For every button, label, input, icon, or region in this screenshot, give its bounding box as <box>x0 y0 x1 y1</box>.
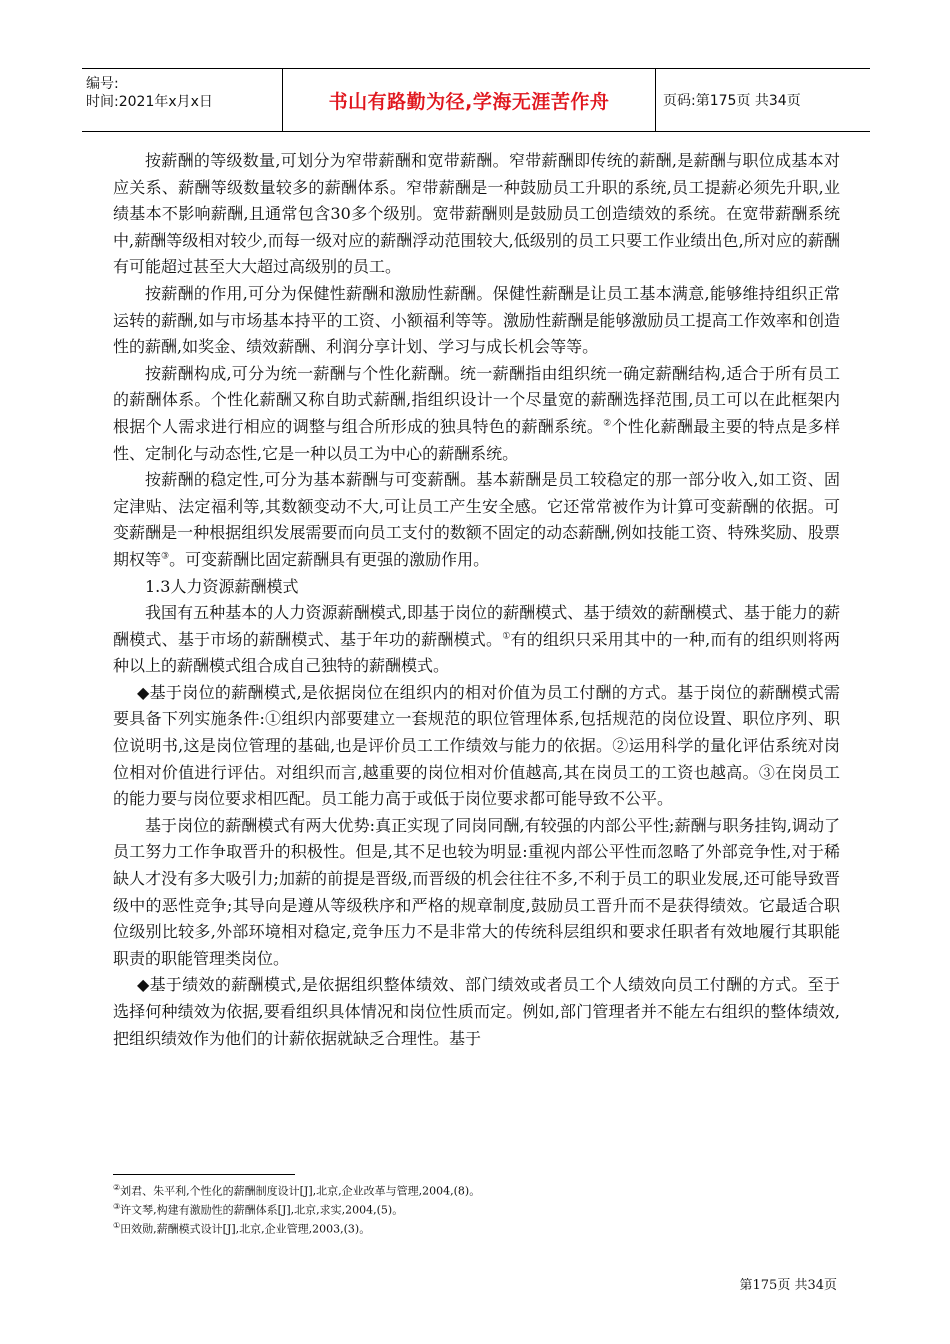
paragraph: 基于岗位的薪酬模式有两大优势:真正实现了同岗同酬,有较强的内部公平性;薪酬与职务挂钩,调动了员工努力工作争取晋升的积极性。但是,其不足也较为明显:重视内部公平性而忽略了外部竞争性,对于稀缺人才没有多大吸引力;加薪的前提是晋级,而晋级的机会往往不多,不利于员工的职业发展,还可能导致晋级中的恶性竞争;其导向是遵从等级秩序和严格的规章制度,鼓励员工晋升而不是获得绩效。它最适合职位级别比较多,外部环境相对稳定,竞争压力不是非常大的传统科层组织和要求任职者有效地履行其职能职责的职能管理类岗位。 <box>113 815 840 968</box>
paragraph <box>113 467 840 573</box>
footnotes <box>113 1180 840 1237</box>
document-body <box>113 148 840 1052</box>
page-header <box>82 68 870 132</box>
paragraph: 按薪酬的作用,可分为保健性薪酬和激励性薪酬。保健性薪酬是让员工基本满意,能够维持组织正常运转的薪酬,如与市场基本持平的工资、小额福利等等。激励性薪酬是能够激励员工提高工作效率和创造性的薪酬,如奖金、绩效薪酬、利润分享计划、学习与成长机会等等。 <box>113 283 840 357</box>
footnote-ref: ③ <box>161 551 170 562</box>
paragraph-text: 按薪酬构成,可分为统一薪酬与个性化薪酬。统一薪酬指由组织统一确定薪酬结构,适合于所有员工的薪酬体系。个性化薪酬又称自助式薪酬,指组织设计一个尽量宽的薪酬选择范围,员工可以在此框架内根据个人需求进行相应的调整与组合所形成的独具特色的薪酬系统。 <box>113 363 840 436</box>
header-number-label: 编号: <box>86 76 119 92</box>
bullet-paragraph: ◆基于岗位的薪酬模式,是依据岗位在组织内的相对价值为员工付酬的方式。基于岗位的薪酬模式需要具备下列实施条件:①组织内部要建立一套规范的职位管理体系,包括规范的岗位设置、职位序列、职位说明书,这是岗位管理的基础,也是评价员工工作绩效与能力的依据。②运用科学的量化评估系统对岗位相对价值进行评估。对组织而言,越重要的岗位相对价值越高,其在岗员工的工资也越高。③在岗员工的能力要与岗位要求相匹配。员工能力高于或低于岗位要求都可能导致不公平。 <box>113 682 840 809</box>
footnote-mark: ② <box>113 1183 121 1192</box>
paragraph-text: 按薪酬的稳定性,可分为基本薪酬与可变薪酬。基本薪酬是员工较稳定的那一部分收入,如工资、固定津贴、法定福利等,其数额变动不大,可让员工产生安全感。它还常常被作为计算可变薪酬的依据。可变薪酬是一种根据组织发展需要而向员工支付的数额不固定的动态薪酬,例如技能工资、特殊奖励、股票期权等 <box>113 470 840 569</box>
paragraph-text: 。可变薪酬比固定薪酬具有更强的激励作用。 <box>169 549 490 569</box>
bullet-paragraph: ◆基于绩效的薪酬模式,是依据组织整体绩效、部门绩效或者员工个人绩效向员工付酬的方式。至于选择何种绩效为依据,要看组织具体情况和岗位性质而定。例如,部门管理者并不能左右组织的整体绩效,把组织绩效作为他们的计薪依据就缺乏合理性。基于 <box>113 975 840 1048</box>
footnote-ref: ② <box>603 418 612 429</box>
header-info-cell <box>82 69 282 131</box>
paragraph-text: 有的组织只采用其中的一种,而有的组织则将两种以上的薪酬模式组合成自己独特的薪酬模式。 <box>113 629 840 676</box>
footnote-text: 许文琴,构建有激励性的薪酬体系[J],北京,求实,2004,(5)。 <box>120 1203 404 1217</box>
footnote-text: 田效勋,薪酬模式设计[J],北京,企业管理,2003,(3)。 <box>120 1222 371 1236</box>
footnote-divider <box>113 1174 295 1175</box>
paragraph-text: 个性化薪酬最主要的特点是多样性、定制化与动态性,它是一种以员工为中心的薪酬系统。 <box>113 416 840 463</box>
section-heading: 1.3人力资源薪酬模式 <box>145 576 299 596</box>
paragraph <box>113 361 840 467</box>
header-motto: 书山有路勤为径,学海无涯苦作舟 <box>282 69 656 131</box>
footnote-ref: ① <box>502 631 511 642</box>
header-time-label: 时间:2021年x月x日 <box>86 94 213 110</box>
footnote <box>113 1180 840 1199</box>
footnote <box>113 1199 840 1218</box>
footnote <box>113 1218 840 1237</box>
paragraph <box>113 600 840 680</box>
footnote-text: 刘君、朱平利,个性化的薪酬制度设计[J],北京,企业改革与管理,2004,(8)。 <box>120 1184 481 1198</box>
paragraph-text: 我国有五种基本的人力资源薪酬模式,即基于岗位的薪酬模式、基于绩效的薪酬模式、基于能力的薪酬模式、基于市场的薪酬模式、基于年功的薪酬模式。 <box>113 603 840 649</box>
footnote-mark: ① <box>113 1221 121 1231</box>
page-footer: 第175页 共34页 <box>739 1278 837 1293</box>
footnote-mark: ③ <box>113 1202 121 1212</box>
header-page-label: 页码:第175页 共34页 <box>663 93 801 109</box>
paragraph: 按薪酬的等级数量,可划分为窄带薪酬和宽带薪酬。窄带薪酬即传统的薪酬,是薪酬与职位成基本对应关系、薪酬等级数量较多的薪酬体系。窄带薪酬是一种鼓励员工升职的系统,员工提薪必须先升职,业绩基本不影响薪酬,且通常包含30多个级别。宽带薪酬则是鼓励员工创造绩效的系统。在宽带薪酬系统中,薪酬等级相对较少,而每一级对应的薪酬浮动范围较大,低级别的员工只要工作业绩出色,所对应的薪酬有可能超过甚至大大超过高级别的员工。 <box>113 151 840 277</box>
